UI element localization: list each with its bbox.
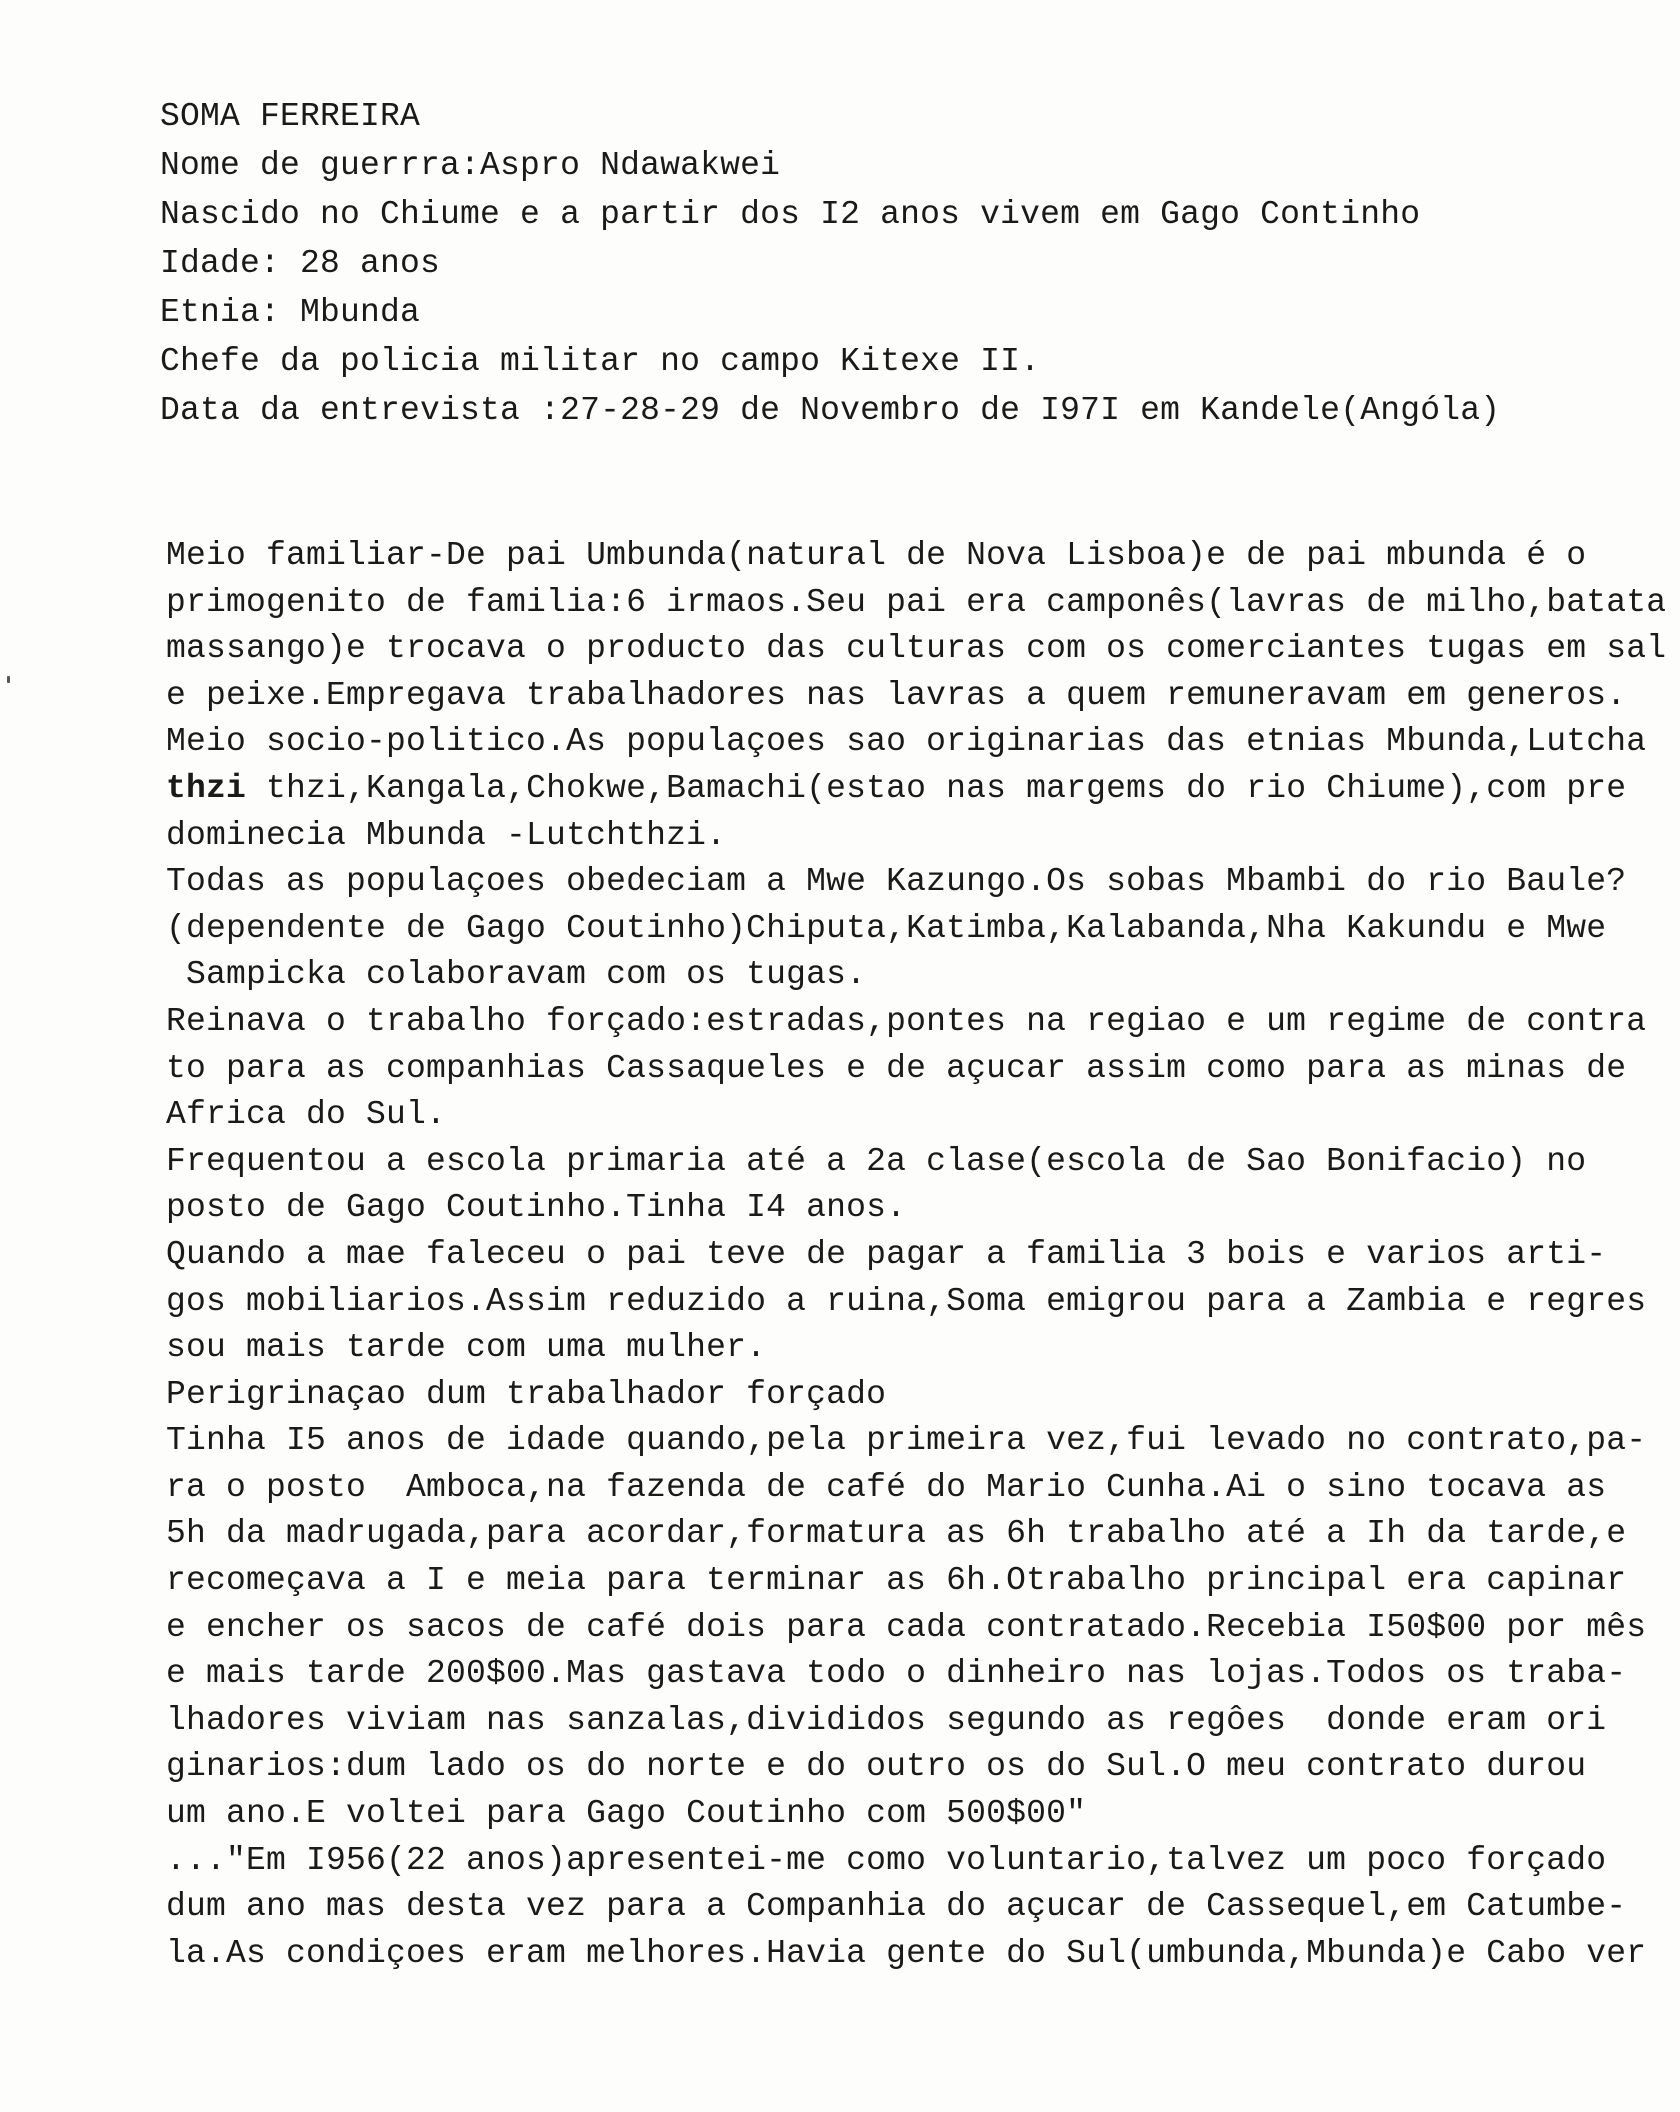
body-line: dum ano mas desta vez para a Companhia do açucar de Cassequel,em Catumbe-	[166, 1888, 1627, 1926]
body-line: la.As condiçoes eram melhores.Havia gente do Sul(umbunda,Mbunda)e Cabo ver	[166, 1934, 1647, 1972]
body-line: gos mobiliarios.Assim reduzido a ruina,Soma emigrou para a Zambia e regres	[166, 1282, 1647, 1320]
war-name-line: Nome de guerrra:Aspro Ndawakwei	[160, 147, 781, 184]
body-line-with-strikeout	[166, 766, 1666, 813]
section-heading: Perigrinaçao dum trabalhador forçado	[166, 1375, 887, 1413]
body-line: lhadores viviam nas sanzalas,divididos segundo as regôes donde eram ori	[166, 1701, 1607, 1739]
body-line: recomeçava a I e meia para terminar as 6h.Otrabalho principal era capinar	[166, 1562, 1627, 1600]
subject-name: SOMA FERREIRA	[160, 98, 421, 135]
body-line: ginarios:dum lado os do norte e do outro os do Sul.O meu contrato durou	[166, 1748, 1587, 1786]
body-line: Meio socio-politico.As populaçoes sao originarias das etnias Mbunda,Lutcha	[166, 723, 1647, 761]
body-line-text: thzi,Kangala,Chokwe,Bamachi(estao nas margems do rio Chiume),com pre	[266, 769, 1627, 807]
age-line: Idade: 28 anos	[160, 245, 441, 282]
birthplace-line: Nascido no Chiume e a partir dos I2 anos vivem em Gago Continho	[160, 196, 1421, 233]
interview-header	[160, 92, 1500, 435]
body-line: um ano.E voltei para Gago Coutinho com 500$00"	[166, 1795, 1087, 1833]
body-line: Todas as populaçoes obedeciam a Mwe Kazungo.Os sobas Mbambi do rio Baule?	[166, 863, 1627, 901]
body-line: Tinha I5 anos de idade quando,pela primeira vez,fui levado no contrato,pa-	[166, 1422, 1647, 1460]
body-line: Africa do Sul.	[166, 1096, 447, 1134]
body-line: Reinava o trabalho forçado:estradas,pontes na regiao e um regime de contra	[166, 1002, 1647, 1040]
interview-date-line: Data da entrevista :27-28-29 de Novembro de I97I em Kandele(Angóla)	[160, 392, 1501, 429]
body-line: Frequentou a escola primaria até a 2a clase(escola de Sao Bonifacio) no	[166, 1142, 1587, 1180]
body-line: e encher os sacos de café dois para cada contratado.Recebia I50$00 por mês	[166, 1608, 1647, 1646]
scan-speck	[7, 676, 10, 683]
body-line: dominecia Mbunda -Lutchthzi.	[166, 816, 727, 854]
interview-body	[166, 533, 1666, 1977]
body-line: Quando a mae faleceu o pai teve de pagar a familia 3 bois e varios arti-	[166, 1235, 1607, 1273]
body-line: Meio familiar-De pai Umbunda(natural de Nova Lisboa)e de pai mbunda é o	[166, 537, 1587, 574]
body-line: 5h da madrugada,para acordar,formatura as 6h trabalho até a Ih da tarde,e	[166, 1515, 1627, 1553]
role-line: Chefe da policia militar no campo Kitexe II.	[160, 343, 1041, 380]
body-line: posto de Gago Coutinho.Tinha I4 anos.	[166, 1189, 907, 1227]
body-line: Sampicka colaboravam com os tugas.	[166, 956, 867, 994]
body-line: to para as companhias Cassaqueles e de açucar assim como para as minas de	[166, 1049, 1627, 1087]
body-line: primogenito de familia:6 irmaos.Seu pai era camponês(lavras de milho,batata	[166, 583, 1667, 621]
body-line: massango)e trocava o producto das culturas com os comerciantes tugas em sal	[166, 630, 1667, 668]
struck-out-text: thzi	[166, 769, 247, 807]
body-line: ..."Em I956(22 anos)apresentei-me como voluntario,talvez um poco forçado	[166, 1841, 1607, 1879]
body-line: ra o posto Amboca,na fazenda de café do Mario Cunha.Ai o sino tocava as	[166, 1468, 1607, 1506]
ethnicity-line: Etnia: Mbunda	[160, 294, 421, 331]
body-line: (dependente de Gago Coutinho)Chiputa,Katimba,Kalabanda,Nha Kakundu e Mwe	[166, 909, 1607, 947]
body-line: sou mais tarde com uma mulher.	[166, 1329, 767, 1367]
body-line: e peixe.Empregava trabalhadores nas lavras a quem remuneravam em generos.	[166, 676, 1627, 714]
body-line: e mais tarde 200$00.Mas gastava todo o dinheiro nas lojas.Todos os traba-	[166, 1655, 1627, 1693]
